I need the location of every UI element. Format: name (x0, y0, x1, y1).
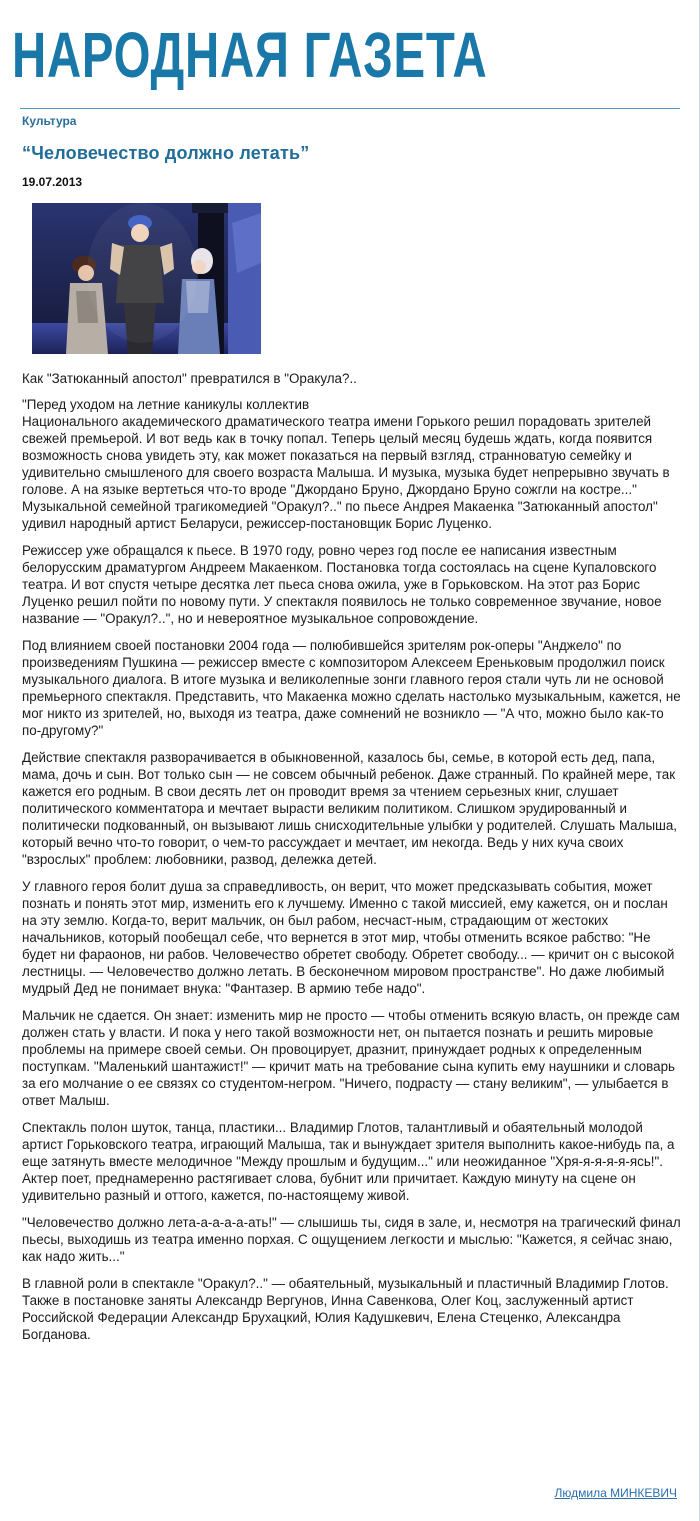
masthead[interactable] (12, 14, 655, 94)
article-lead: Как "Затюканный апостол" превратился в "Оракула?.. (22, 371, 357, 386)
masthead-logo[interactable]: НАРОДНАЯ ГАЗЕТА (12, 19, 488, 91)
article-paragraph: В главной роли в спектакле "Оракул?.." — обаятельный, музыкальный и пластичный Владимир Глотов. Также в постановке заняты Александр Вергунов, Инна Савенкова, Олег Коц, заслуженный артист Российской Федерации Александр Брухацкий, Юлия Кадушкевич, Елена Стеценко, Александра Богданова. (22, 1276, 669, 1342)
article-paragraph: Спектакль полон шуток, танца, пластики... Владимир Глотов, талантливый и обаятельный молодой артист Горьковского театра, играющий Малыша, так и вынуждает зрителя выполнить какое-нибудь па, а еще затянуть вместе мелодичное "Между прошлым и будущим..." или неожиданное "Хря-я-я-я-я-ясь!". Актер поет, преднамеренно растягивает слова, бубнит или причитает. Каждую минуту на сцене он удивительно разный и оттого, кажется, по-настоящему живой. (22, 1120, 675, 1203)
article-paragraph: Действие спектакля разворачивается в обыкновенной, казалось бы, семье, в которой есть дед, папа, мама, дочь и сын. Вот только сын — не совсем обычный ребенок. Даже странный. По крайней мере, так кажется его родным. В свои десять лет он проводит время за чтением серьезных книг, слушает политического комментатора и мечтает вырасти великим политиком. Слишком эрудированный и политически подкованный, он вызывают лишь снисходительные улыбки у родителей. Слушать Малыша, который вечно что-то говорит, о чем-то рассуждает и мечтает, им некогда. Ведь у них куча своих "взрослых" проблем: любовники, развод, дележка детей. (22, 750, 677, 867)
author-link[interactable]: Людмила МИНКЕВИЧ (554, 1486, 677, 1500)
theatre-scene-image (32, 203, 261, 354)
header-divider (20, 108, 680, 109)
article-paragraph: Под влиянием своей постановки 2004 года — полюбившейся зрителям рок-оперы "Анджело" по произведениям Пушкина — режиссер вместе с композитором Алексеем Еренькoвым продолжил поиск музыкального диалога. В итоге музыка и великолепные зонги главного героя стали чуть ли не основой премьерного спектакля. Представить, что Макаенка можно сделать настолько музыкальным, кажется, не мог никто из зрителей, но, выходя из театра, даже сомнений не возникло — "А что, можно было как-то по-другому?" (22, 638, 681, 738)
section-link[interactable]: Культура (22, 114, 77, 128)
article-paragraph: Национального академического драматического театра имени Горького решил порадовать зрителей свежей премьерой. И вот ведь как в точку попал. Теперь целый месяц будешь ждать, когда появится возможность снова увидеть эту, как может показаться на первый взгляд, странноватую семейку и удивительно смышленого для своего возраста Малыша. И музыка, музыка будет непрерывно звучать в голове. А на языке вертеться что-то вроде "Джордано Бруно, Джордано Бруно сожгли на костре..." Музыкальной семейной трагикомедией "Оракул?.." по пьесе Андрея Макаенка "Затюканный апостол" удивил народный артист Беларуси, режиссер-постановщик Борис Луценко. (22, 414, 670, 531)
article-paragraph: Мальчик не сдается. Он знает: изменить мир не просто — чтобы отменить всякую власть, он прежде сам должен стать у власти. И пока у него такой возможности нет, он пытается познать и решить мировые проблемы на примере своей семьи. Он провоцирует, дразнит, принуждает родных к определенным поступкам. "Маленький шантажист!" — кричит мать на требование сына купить ему наушники и словарь за его молчание о ее связях со студентом-негром. "Ничего, подрасту — стану великим", — улыбается в ответ Малыш. (22, 1008, 680, 1108)
article-date: 19.07.2013 (22, 175, 83, 189)
article-intro-line: "Перед уходом на летние каникулы коллектив (22, 397, 310, 412)
article-paragraph: Режиссер уже обращался к пьесе. В 1970 году, ровно через год после ее написания известным белорусским драматургом Андреем Макаенком. Постановка тогда состоялась на сцене Купаловского театра. И вот спустя четыре десятка лет пьеса снова ожила, уже в Горьковском. На этот раз Борис Луценко решил пойти по новому пути. У спектакля появилось не только современное звучание, новое название — "Оракул?..", но и невероятное музыкальное сопровождение. (22, 543, 662, 626)
article-paragraph: У главного героя болит душа за справедливость, он верит, что может предсказывать события, может познать и понять этот мир, изменить его к лучшему. Именно с такой миссией, ему кажется, он и послан на эту землю. Когда-то, верит мальчик, он был рабом, несчаст-ным, страдающим от жестоких начальников, который пообещал себе, что вернется в этот мир, чтобы отменить всякое рабство: "Не будет ни фараонов, ни рабов. Человечество обретет свободу. Обретет свободу... — кричит он с высокой лестницы. — Человечество должно летать. В бесконечном мировом пространстве". Но даже любимый мудрый Дед не понимает внука: "Фантазер. В армию тебе надо". (22, 879, 675, 996)
article-paragraph: "Человечество должно лета-а-а-а-а-ать!" — слышишь ты, сидя в зале, и, несмотря на трагический финал пьесы, выходишь из театра именно порхая. С ощущением легкости и мыслью: "Кажется, я сейчас знаю, как надо жить..." (22, 1215, 681, 1264)
article-headline: “Человечество должно летать” (22, 143, 310, 163)
article-photo (32, 203, 261, 354)
article-body (22, 370, 684, 1353)
